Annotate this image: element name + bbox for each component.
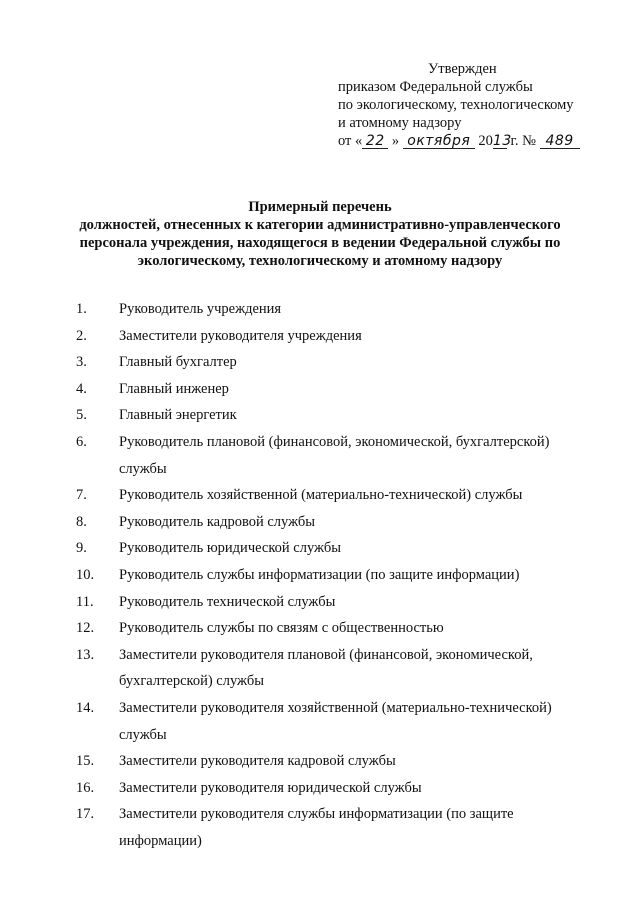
list-item xyxy=(0,615,640,642)
item-number: 13. xyxy=(76,646,95,663)
approval-block xyxy=(338,60,628,150)
item-number: 11. xyxy=(76,593,94,610)
item-text: Руководитель службы информатизации (по защите информации) xyxy=(119,566,520,583)
document-title xyxy=(40,198,600,270)
list-item xyxy=(0,562,640,589)
item-number: 1. xyxy=(76,301,87,317)
item-text: Руководитель юридической службы xyxy=(119,540,341,557)
item-number: 3. xyxy=(76,354,87,371)
approval-line: приказом Федеральной службы xyxy=(338,79,533,95)
item-text: Заместители руководителя хозяйственной (материально-технической) службы xyxy=(119,699,552,743)
handwritten-month: октября xyxy=(403,134,475,149)
list-item xyxy=(0,376,640,403)
item-number: 5. xyxy=(76,407,87,424)
item-text: Заместители руководителя юридической службы xyxy=(119,779,422,796)
title-line: экологическому, технологическому и атомному надзору xyxy=(137,253,503,269)
item-text: Руководитель службы по связям с общественностью xyxy=(119,620,444,637)
title-line: должностей, отнесенных к категории административно-управленческого xyxy=(79,217,561,233)
item-number: 9. xyxy=(76,540,87,557)
item-text: Главный энергетик xyxy=(119,407,237,424)
list-item xyxy=(0,695,640,748)
item-text: Руководитель хозяйственной (материально-технической) службы xyxy=(119,487,523,504)
list-item xyxy=(0,589,640,616)
title-line: персонала учреждения, находящегося в ведении Федеральной службы по xyxy=(79,235,561,251)
title-line: Примерный перечень xyxy=(248,199,392,215)
list-item xyxy=(0,535,640,562)
order-date-line xyxy=(338,132,628,150)
item-text: Руководитель технической службы xyxy=(119,593,336,610)
item-number: 16. xyxy=(76,779,95,796)
list-item xyxy=(0,402,640,429)
item-text: Руководитель кадровой службы xyxy=(119,513,316,530)
list-item xyxy=(0,775,640,802)
list-item xyxy=(0,748,640,775)
approval-line: и атомному надзору xyxy=(338,115,462,131)
year-unit: г. № xyxy=(510,133,536,149)
list-item xyxy=(0,801,640,854)
item-number: 2. xyxy=(76,327,87,344)
item-text: Главный инженер xyxy=(119,380,229,397)
item-number: 10. xyxy=(76,566,95,583)
item-number: 12. xyxy=(76,620,95,637)
approval-heading: Утвержден xyxy=(428,61,497,77)
list-item xyxy=(0,323,640,350)
handwritten-day: 22 xyxy=(362,134,388,149)
item-text: Руководитель учреждения xyxy=(119,301,282,317)
date-close-quote: » xyxy=(391,133,400,149)
positions-list xyxy=(0,296,640,854)
handwritten-order-number: 489 xyxy=(540,134,580,149)
item-number: 17. xyxy=(76,806,95,823)
item-number: 8. xyxy=(76,513,87,530)
list-item xyxy=(0,429,640,482)
item-number: 7. xyxy=(76,487,87,504)
item-text: Заместители руководителя службы информатизации (по защите информации) xyxy=(119,806,514,849)
list-item xyxy=(0,296,640,323)
item-number: 6. xyxy=(76,433,87,450)
item-text: Главный бухгалтер xyxy=(119,354,237,371)
item-number: 15. xyxy=(76,753,95,770)
item-text: Заместители руководителя учреждения xyxy=(119,327,362,344)
list-item xyxy=(0,482,640,509)
approval-line: по экологическому, технологическому xyxy=(338,97,574,113)
item-number: 14. xyxy=(76,699,95,716)
list-item xyxy=(0,509,640,536)
item-text: Руководитель плановой (финансовой, экономической, бухгалтерской) службы xyxy=(119,433,550,477)
item-text: Заместители руководителя кадровой службы xyxy=(119,753,396,770)
item-text: Заместители руководителя плановой (финансовой, экономической, бухгалтерской) службы xyxy=(119,646,533,690)
year-prefix: 20 xyxy=(478,133,493,149)
date-prefix: от « xyxy=(338,133,363,149)
item-number: 4. xyxy=(76,380,87,397)
list-item xyxy=(0,349,640,376)
list-item xyxy=(0,642,640,695)
handwritten-year: 13 xyxy=(492,133,512,149)
